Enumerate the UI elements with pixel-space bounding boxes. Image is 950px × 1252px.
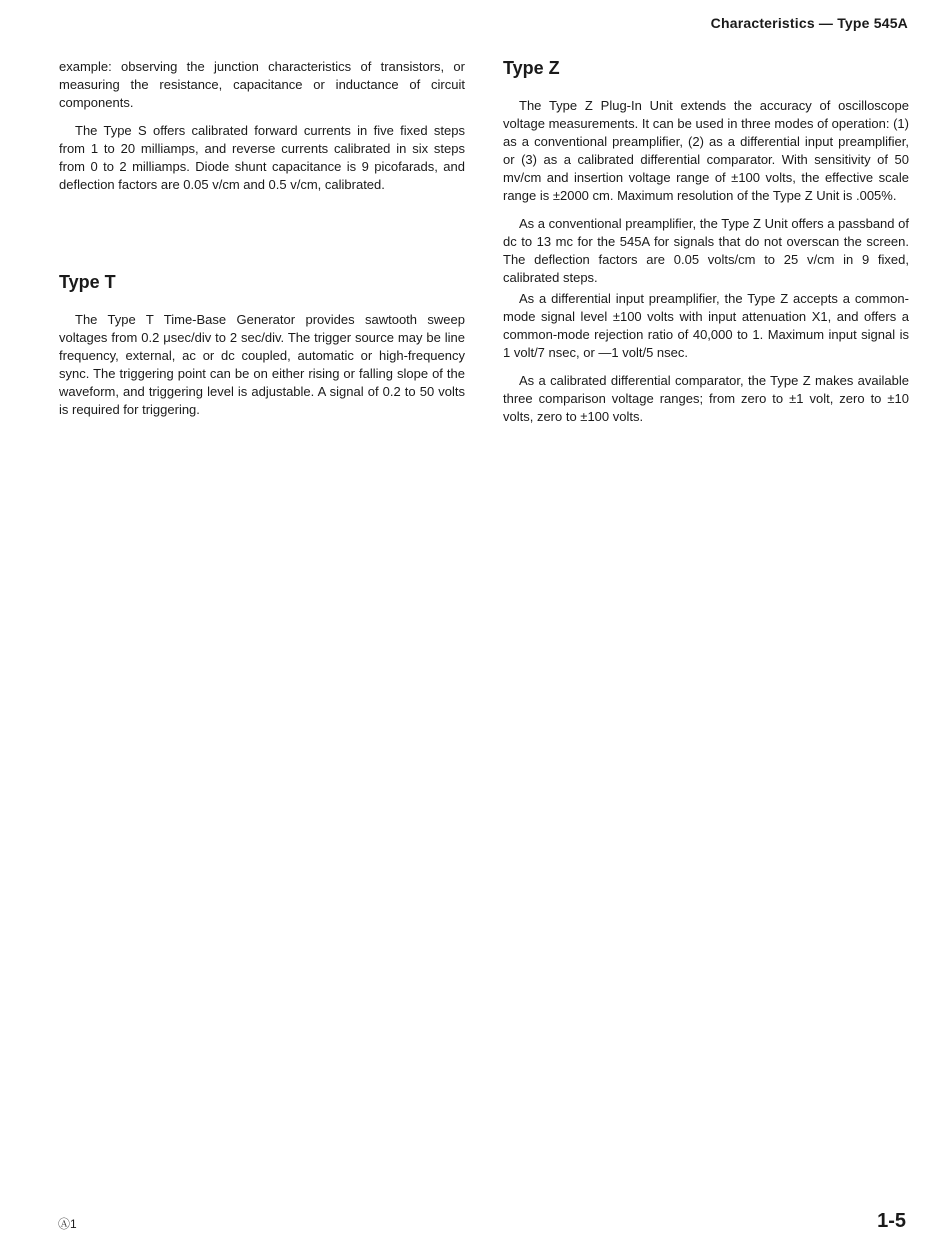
page-number: 1-5 <box>877 1210 906 1232</box>
heading-type-z: Type Z <box>503 58 560 78</box>
running-header: Characteristics — Type 545A <box>710 15 908 31</box>
paragraph-differential-preamplifier: As a differential input preamplifier, the Type Z accepts a common-mode signal level ±100 volts with input attenuation X1, and offers a common-mode rejection ratio of 40,000 to 1. Maximum input signal is 1 volt/7 nsec, or —1 volt/5 nsec. <box>503 291 909 360</box>
footer-mark: Ⓐ1 <box>58 1217 77 1231</box>
paragraph-type-s: The Type S offers calibrated forward currents in five fixed steps from 1 to 20 milliamps, and reverse currents calibrated in six steps from 0 to 2 milliamps. Diode shunt capacitance is 9 picofarads, and deflection factors are 0.05 v/cm and 0.5 v/cm, calibrated. <box>59 123 465 192</box>
left-column <box>59 58 465 429</box>
paragraph-differential-comparator: As a calibrated differential comparator, the Type Z makes available three comparison voltage ranges; from zero to ±1 volt, zero to ±10 volts, zero to ±100 volts. <box>503 373 909 424</box>
right-column <box>503 58 909 436</box>
heading-type-t: Type T <box>59 272 116 292</box>
paragraph-continuation: example: observing the junction characteristics of transistors, or measuring the resistance, capacitance or inductance of circuit components. <box>59 59 465 110</box>
paragraph-type-t: The Type T Time-Base Generator provides sawtooth sweep voltages from 0.2 μsec/div to 2 sec/div. The trigger source may be line frequency, external, ac or dc coupled, automatic or high-frequency sync. The triggering point can be on either rising or falling slope of the waveform, and triggering level is adjustable. A signal of 0.2 to 50 volts is required for triggering. <box>59 312 465 417</box>
paragraph-type-z-intro: The Type Z Plug-In Unit extends the accuracy of oscilloscope voltage measurements. It can be used in three modes of operation: (1) as a conventional preamplifier, (2) as a differential input preamplifier, or (3) as a calibrated differential comparator. With sensitivity of 50 mv/cm and insertion voltage range of ±100 volts, the effective scale range is ±2000 cm. Maximum resolution of the Type Z Unit is .005%. <box>503 98 909 203</box>
paragraph-conventional-preamplifier: As a conventional preamplifier, the Type Z Unit offers a passband of dc to 13 mc for the 545A for signals that do not overscan the screen. The deflection factors are 0.05 volts/cm to 25 v/cm in 9 fixed, calibrated steps. <box>503 216 909 285</box>
